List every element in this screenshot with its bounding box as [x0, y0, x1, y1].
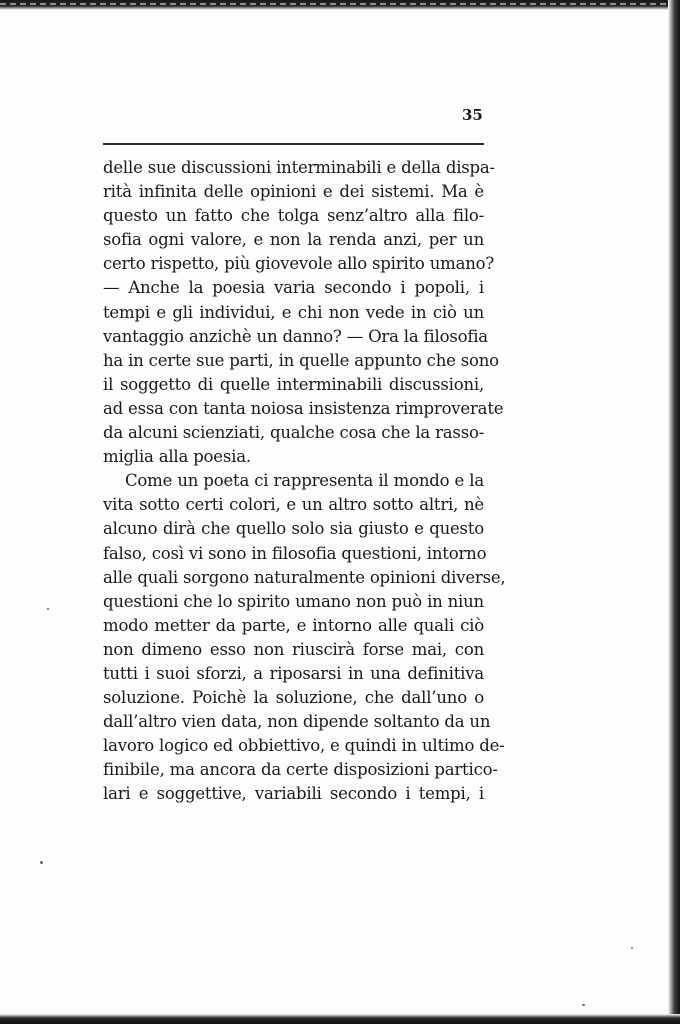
paper-speck: [582, 1004, 585, 1006]
text-line: falso, così vi sono in filosofia questioni, intorno: [103, 543, 487, 563]
text-line: delle sue discussioni interminabili e della dispa-: [103, 158, 495, 177]
text-line: certo rispetto, più giovevole allo spirito umano?: [103, 254, 495, 274]
scan-top-edge: [0, 0, 680, 10]
text-line: tempi e gli individui, e chi non vede in ciò un: [103, 302, 484, 322]
text-line: sofia ogni valore, e non la renda anzi, per un: [103, 230, 484, 250]
text-line: non dimeno esso non riuscirà forse mai, con: [103, 639, 484, 659]
text-line-paragraph-start: Come un poeta ci rappresenta il mondo e la: [125, 471, 484, 491]
text-line: dall’altro vien data, non dipende soltanto da un: [103, 712, 491, 732]
scan-bottom-edge: [0, 1014, 680, 1024]
text-line: alle quali sorgono naturalmente opinioni diverse,: [103, 567, 506, 587]
body-text: [103, 156, 506, 807]
paper-speck: [47, 608, 49, 610]
scan-top-edge-pattern: [0, 3, 680, 5]
text-line: tutti i suoi sforzi, a riposarsi in una definitiva: [103, 663, 484, 683]
text-line: il soggetto di quelle interminabili discussioni,: [103, 374, 484, 394]
text-line: rità infinita delle opinioni e dei sistemi. Ma è: [103, 182, 484, 202]
text-line: lari e soggettive, variabili secondo i tempi, i: [103, 784, 484, 804]
text-line: vita sotto certi colori, e un altro sotto altri, nè: [103, 495, 484, 515]
text-line: vantaggio anzichè un danno? — Ora la filosofia: [103, 326, 488, 346]
text-line: lavoro logico ed obbiettivo, e quindi in ultimo de-: [103, 736, 505, 756]
text-line: soluzione. Poichè la soluzione, che dall’uno o: [103, 688, 484, 708]
text-line: ad essa con tanta noiosa insistenza rimproverate: [103, 398, 504, 418]
text-line-paragraph-end: miglia alla poesia.: [103, 447, 251, 467]
text-line: questioni che lo spirito umano non può in niun: [103, 591, 484, 611]
text-line: da alcuni scienziati, qualche cosa che la rasso-: [103, 423, 485, 443]
text-line: modo metter da parte, e intorno alle quali ciò: [103, 615, 484, 635]
header-rule: [103, 143, 484, 145]
text-line: alcuno dirà che quello solo sia giusto e questo: [103, 519, 484, 539]
paper-speck: [631, 947, 633, 949]
paper-speck: [40, 861, 43, 864]
scan-right-edge: [668, 0, 680, 1024]
text-line: questo un fatto che tolga senz’altro alla filo-: [103, 206, 484, 226]
text-line: finibile, ma ancora da certe disposizioni partico-: [103, 760, 498, 780]
page-number: 35: [462, 106, 483, 124]
text-line: — Anche la poesia varia secondo i popoli, i: [103, 278, 484, 298]
text-line: ha in certe sue parti, in quelle appunto che sono: [103, 350, 499, 370]
